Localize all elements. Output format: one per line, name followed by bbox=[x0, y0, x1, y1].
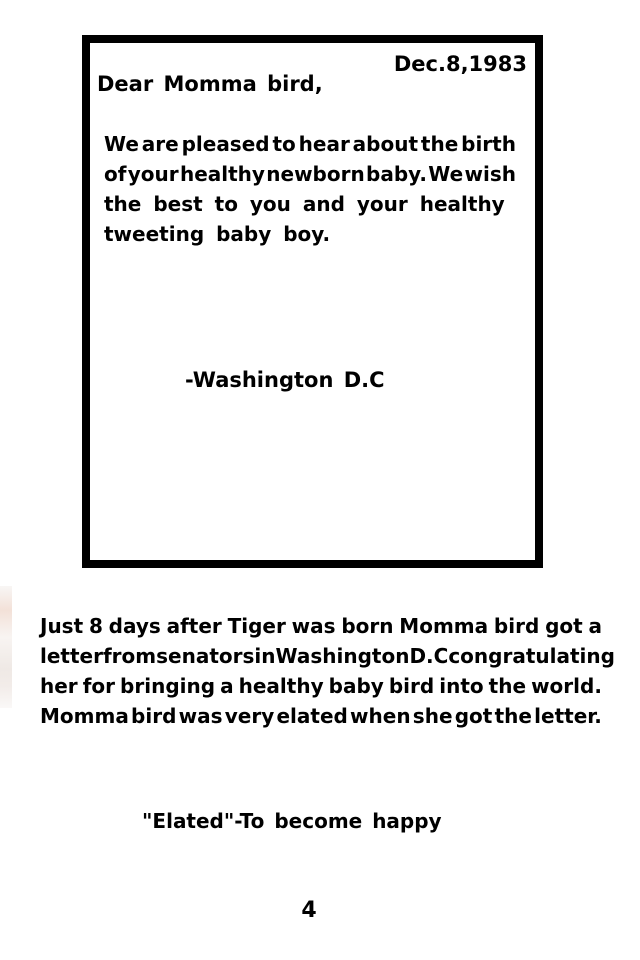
letter-salutation: Dear Momma bird, bbox=[97, 72, 323, 96]
vocab-definition: "Elated"-To become happy bbox=[142, 809, 442, 833]
story-paragraph-line-4: Momma bird was very elated when she got the letter. bbox=[40, 704, 602, 728]
story-paragraph bbox=[40, 611, 615, 731]
letter-body-line-1: We are pleased to hear about the birth bbox=[104, 132, 516, 156]
letter-body-line-4: tweeting baby boy. bbox=[104, 222, 331, 246]
letter-signature: -Washington D.C bbox=[185, 368, 385, 392]
letter-date: Dec.8,1983 bbox=[393, 52, 527, 76]
scan-edge-artifact bbox=[0, 586, 12, 708]
story-paragraph-line-1: Just 8 days after Tiger was born Momma bird got a bbox=[40, 614, 602, 638]
letter-box bbox=[82, 35, 543, 568]
letter-body-line-3: the best to you and your healthy bbox=[104, 192, 505, 216]
story-paragraph-line-2: letter from senators in Washington D.C congratulating bbox=[40, 644, 615, 668]
letter-body bbox=[104, 129, 516, 249]
letter-body-line-2: of your healthy newborn baby. We wish bbox=[104, 162, 516, 186]
page-number: 4 bbox=[301, 898, 317, 923]
story-paragraph-line-3: her for bringing a healthy baby bird into the world. bbox=[40, 674, 602, 698]
